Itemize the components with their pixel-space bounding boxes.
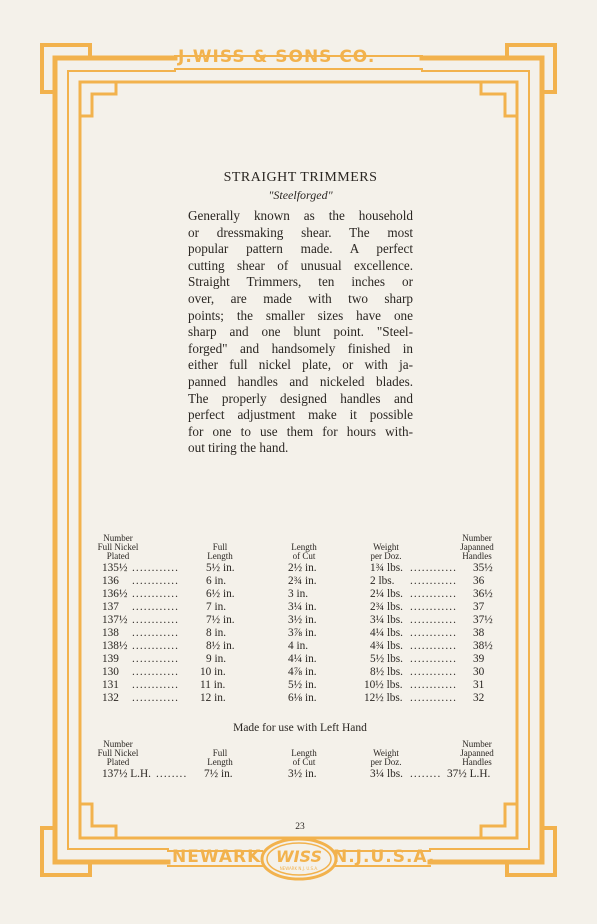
page-title: STRAIGHT TRIMMERS	[223, 170, 378, 185]
table-row: 136½ ............ 6½ in. 3 in. 2¼ lbs. ............ 36½	[102, 588, 493, 600]
left-hand-heading: Made for use with Left Hand	[233, 722, 367, 734]
body-line: out tiring the hand.	[188, 440, 289, 456]
header-length-of-cut: Length of Cut	[291, 748, 317, 767]
table-row: 137½ ............ 7½ in. 3½ in. 3¼ lbs. ............ 37½	[102, 614, 493, 626]
body-line: perfect adjustment make it possible	[188, 407, 413, 423]
body-line: The properly designed handles and	[188, 390, 413, 406]
header-number-plated: Number Full Nickel Plated	[97, 533, 139, 561]
body-line: forged" and handsomely finished in	[188, 340, 413, 356]
header-company-name: J.WISS & SONS CO.	[178, 47, 376, 67]
table-row: 137 ............ 7 in. 3¼ in. 2¾ lbs. ............ 37	[102, 601, 485, 613]
body-line: or dressmaking shear. The most	[188, 224, 413, 240]
header-japanned: Number Japanned Handles	[460, 739, 494, 767]
header-full-length: Full Length	[207, 542, 233, 561]
body-line: for one to use them for hours with-	[188, 423, 413, 439]
body-line: sharp and one blunt point. "Steel-	[188, 324, 413, 340]
header-number-plated: Number Full Nickel Plated	[97, 739, 139, 767]
body-line: over, are made with two sharp	[188, 290, 413, 306]
header-weight: Weight per Doz.	[370, 748, 402, 767]
header-japanned: Number Japanned Handles	[460, 533, 494, 561]
body-line: Generally known as the household	[188, 208, 413, 223]
body-line: cutting shear of unusual excellence.	[188, 257, 413, 273]
table-row: 131 ............ 11 in. 5½ in. 10½ lbs. ............ 31	[102, 679, 485, 691]
table-row: 139 ............ 9 in. 4¼ in. 5½ lbs. ............ 39	[102, 653, 485, 665]
table-row: 138½ ............ 8½ in. 4 in. 4¾ lbs. ............ 38½	[102, 640, 493, 652]
header-length-of-cut: Length of Cut	[291, 542, 317, 561]
table-row: 135½ ............ 5½ in. 2½ in. 1¾ lbs. ............ 35½	[102, 562, 493, 574]
table-row: 136 ............ 6 in. 2¾ in. 2 lbs. ............ 36	[102, 575, 485, 587]
table-row: 132 ............ 12 in. 6⅛ in. 12½ lbs. ............ 32	[102, 692, 485, 704]
page-number: 23	[295, 822, 305, 832]
body-line: points; the smaller sizes have one	[188, 307, 413, 323]
table-row: 130 ............ 10 in. 4⅞ in. 8½ lbs. ............ 30	[102, 666, 485, 678]
header-weight: Weight per Doz.	[370, 542, 402, 561]
wiss-logo: WISS	[275, 847, 323, 866]
footer-state: N.J.U.S.A.	[333, 847, 436, 867]
body-line: Straight Trimmers, ten inches or	[188, 274, 413, 290]
body-line: either full nickel plate, or with ja-	[188, 357, 413, 373]
table-row: 137½ L.H. ........ 7½ in. 3½ in. 3¼ lbs. ........ 37½ L.H.	[102, 768, 491, 780]
header-full-length: Full Length	[207, 748, 233, 767]
body-line: popular pattern made. A perfect	[188, 241, 413, 257]
page-subtitle: "Steelforged"	[268, 188, 333, 202]
body-line: panned handles and nickeled blades.	[188, 373, 413, 389]
wiss-logo-subtext: NEWARK N.J. U.S.A.	[279, 866, 319, 871]
table-row: 138 ............ 8 in. 3⅞ in. 4¼ lbs. ............ 38	[102, 627, 485, 639]
description-paragraph	[188, 208, 413, 457]
footer-city: NEWARK	[172, 847, 262, 867]
